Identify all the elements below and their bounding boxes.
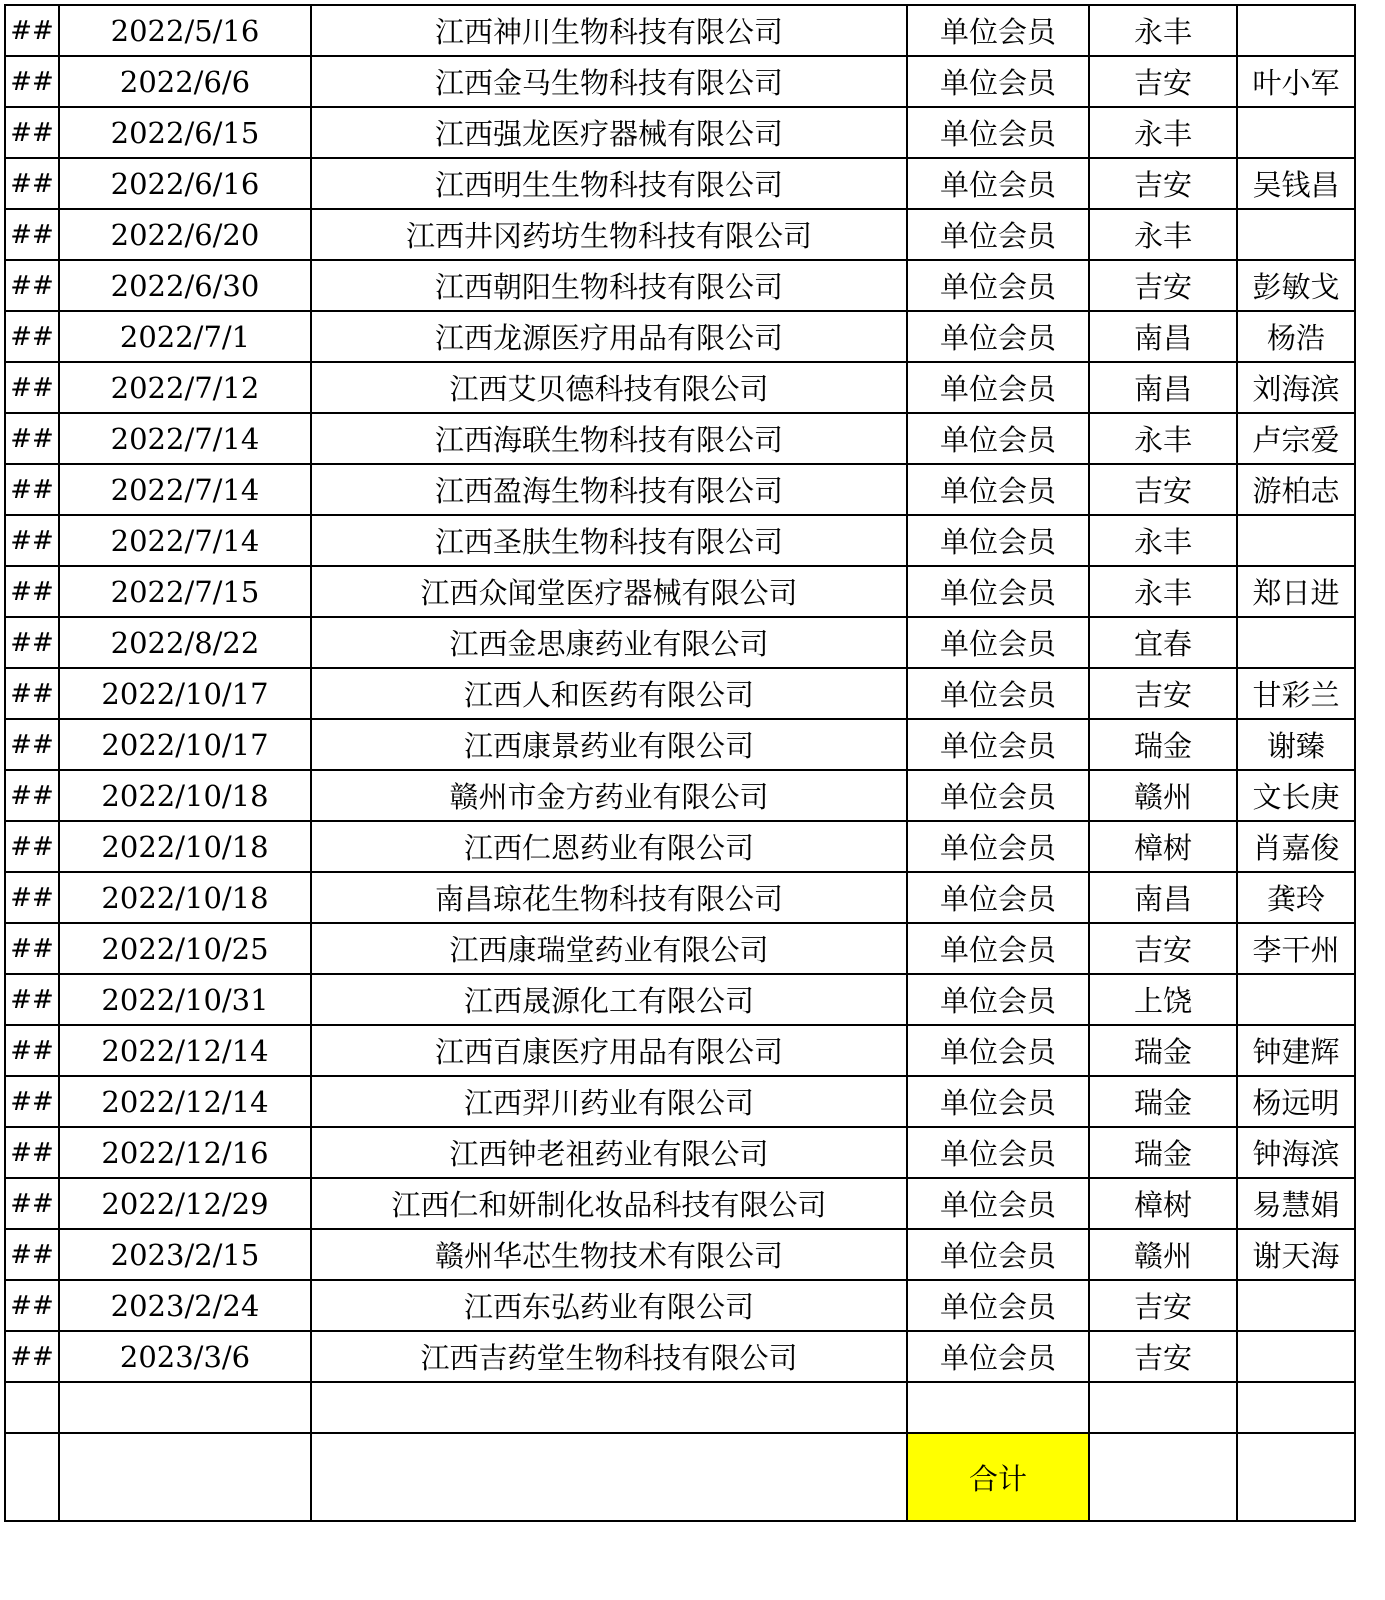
- cell-date: 2022/10/18: [59, 821, 311, 872]
- cell-index: ##: [5, 362, 59, 413]
- cell-member-type: 单位会员: [907, 668, 1089, 719]
- cell-company: 江西仁和妍制化妆品科技有限公司: [311, 1178, 907, 1229]
- cell-index: ##: [5, 464, 59, 515]
- cell-contact-person: 肖嘉俊: [1237, 821, 1355, 872]
- cell-member-type: 单位会员: [907, 974, 1089, 1025]
- cell-region: 樟树: [1089, 821, 1237, 872]
- cell-index: ##: [5, 515, 59, 566]
- cell-date: 2022/10/18: [59, 872, 311, 923]
- cell-company: 南昌琼花生物科技有限公司: [311, 872, 907, 923]
- cell-region: 吉安: [1089, 464, 1237, 515]
- cell-contact-person: 游柏志: [1237, 464, 1355, 515]
- cell-date: 2022/6/6: [59, 56, 311, 107]
- cell-member-type: 单位会员: [907, 923, 1089, 974]
- cell-company: 江西艾贝德科技有限公司: [311, 362, 907, 413]
- cell-region: 永丰: [1089, 413, 1237, 464]
- cell-company: 江西金马生物科技有限公司: [311, 56, 907, 107]
- cell-index: ##: [5, 770, 59, 821]
- total-label: 合计: [907, 1433, 1089, 1521]
- cell-company: 江西明生生物科技有限公司: [311, 158, 907, 209]
- table-row: [5, 107, 1355, 158]
- cell-date: 2022/12/14: [59, 1076, 311, 1127]
- cell-member-type: 单位会员: [907, 872, 1089, 923]
- cell-company: 江西百康医疗用品有限公司: [311, 1025, 907, 1076]
- cell-region: 吉安: [1089, 668, 1237, 719]
- empty-cell: [5, 1433, 59, 1521]
- blank-row: [5, 1382, 1355, 1433]
- empty-cell: [1089, 1382, 1237, 1433]
- cell-region: 宜春: [1089, 617, 1237, 668]
- table-row: [5, 515, 1355, 566]
- cell-contact-person: 谢天海: [1237, 1229, 1355, 1280]
- empty-cell: [1237, 1382, 1355, 1433]
- table-row: [5, 617, 1355, 668]
- cell-company: 江西晟源化工有限公司: [311, 974, 907, 1025]
- table-row: [5, 413, 1355, 464]
- table-row: [5, 872, 1355, 923]
- cell-company: 江西仁恩药业有限公司: [311, 821, 907, 872]
- cell-region: 瑞金: [1089, 1076, 1237, 1127]
- cell-contact-person: 叶小军: [1237, 56, 1355, 107]
- cell-index: ##: [5, 617, 59, 668]
- cell-contact-person: [1237, 974, 1355, 1025]
- cell-company: 江西朝阳生物科技有限公司: [311, 260, 907, 311]
- cell-index: ##: [5, 821, 59, 872]
- empty-cell: [311, 1382, 907, 1433]
- cell-company: 江西羿川药业有限公司: [311, 1076, 907, 1127]
- cell-date: 2022/7/15: [59, 566, 311, 617]
- cell-index: ##: [5, 209, 59, 260]
- cell-index: ##: [5, 1076, 59, 1127]
- cell-region: 永丰: [1089, 515, 1237, 566]
- cell-member-type: 单位会员: [907, 617, 1089, 668]
- empty-cell: [1237, 1433, 1355, 1521]
- empty-cell: [59, 1382, 311, 1433]
- cell-member-type: 单位会员: [907, 362, 1089, 413]
- cell-member-type: 单位会员: [907, 260, 1089, 311]
- cell-date: 2023/2/15: [59, 1229, 311, 1280]
- table-row: [5, 668, 1355, 719]
- cell-company: 江西圣肤生物科技有限公司: [311, 515, 907, 566]
- cell-member-type: 单位会员: [907, 158, 1089, 209]
- cell-date: 2022/12/29: [59, 1178, 311, 1229]
- cell-index: ##: [5, 923, 59, 974]
- cell-index: ##: [5, 719, 59, 770]
- cell-member-type: 单位会员: [907, 719, 1089, 770]
- empty-cell: [907, 1382, 1089, 1433]
- empty-cell: [1089, 1433, 1237, 1521]
- cell-contact-person: 杨远明: [1237, 1076, 1355, 1127]
- cell-member-type: 单位会员: [907, 1229, 1089, 1280]
- cell-contact-person: 钟建辉: [1237, 1025, 1355, 1076]
- cell-contact-person: 易慧娟: [1237, 1178, 1355, 1229]
- cell-region: 永丰: [1089, 209, 1237, 260]
- cell-member-type: 单位会员: [907, 1331, 1089, 1382]
- cell-company: 江西龙源医疗用品有限公司: [311, 311, 907, 362]
- table-row: [5, 974, 1355, 1025]
- cell-member-type: 单位会员: [907, 1127, 1089, 1178]
- cell-date: 2023/3/6: [59, 1331, 311, 1382]
- cell-date: 2022/6/16: [59, 158, 311, 209]
- cell-index: ##: [5, 158, 59, 209]
- cell-index: ##: [5, 56, 59, 107]
- table-row: [5, 464, 1355, 515]
- cell-region: 瑞金: [1089, 719, 1237, 770]
- cell-region: 永丰: [1089, 107, 1237, 158]
- cell-date: 2022/7/14: [59, 413, 311, 464]
- cell-region: 南昌: [1089, 311, 1237, 362]
- cell-company: 赣州市金方药业有限公司: [311, 770, 907, 821]
- table-row: [5, 1178, 1355, 1229]
- cell-date: 2022/7/1: [59, 311, 311, 362]
- cell-index: ##: [5, 413, 59, 464]
- cell-contact-person: 李干州: [1237, 923, 1355, 974]
- cell-index: ##: [5, 872, 59, 923]
- cell-index: ##: [5, 1025, 59, 1076]
- cell-member-type: 单位会员: [907, 464, 1089, 515]
- table-row: [5, 566, 1355, 617]
- table-row: [5, 719, 1355, 770]
- cell-region: 吉安: [1089, 260, 1237, 311]
- cell-member-type: 单位会员: [907, 770, 1089, 821]
- cell-contact-person: 文长庚: [1237, 770, 1355, 821]
- cell-index: ##: [5, 1280, 59, 1331]
- cell-member-type: 单位会员: [907, 1178, 1089, 1229]
- cell-member-type: 单位会员: [907, 821, 1089, 872]
- cell-company: 江西康瑞堂药业有限公司: [311, 923, 907, 974]
- cell-contact-person: 郑日进: [1237, 566, 1355, 617]
- cell-contact-person: [1237, 5, 1355, 56]
- cell-index: ##: [5, 1178, 59, 1229]
- table-row: [5, 1331, 1355, 1382]
- cell-region: 瑞金: [1089, 1127, 1237, 1178]
- cell-index: ##: [5, 311, 59, 362]
- cell-date: 2022/10/25: [59, 923, 311, 974]
- cell-contact-person: [1237, 107, 1355, 158]
- cell-region: 吉安: [1089, 158, 1237, 209]
- empty-cell: [311, 1433, 907, 1521]
- cell-index: ##: [5, 260, 59, 311]
- cell-date: 2023/2/24: [59, 1280, 311, 1331]
- cell-contact-person: 甘彩兰: [1237, 668, 1355, 719]
- table-row: [5, 1025, 1355, 1076]
- cell-company: 江西金思康药业有限公司: [311, 617, 907, 668]
- cell-company: 江西海联生物科技有限公司: [311, 413, 907, 464]
- cell-company: 江西康景药业有限公司: [311, 719, 907, 770]
- cell-contact-person: 刘海滨: [1237, 362, 1355, 413]
- cell-date: 2022/8/22: [59, 617, 311, 668]
- cell-contact-person: 杨浩: [1237, 311, 1355, 362]
- cell-region: 樟树: [1089, 1178, 1237, 1229]
- cell-date: 2022/7/14: [59, 515, 311, 566]
- cell-contact-person: [1237, 617, 1355, 668]
- cell-member-type: 单位会员: [907, 56, 1089, 107]
- cell-member-type: 单位会员: [907, 515, 1089, 566]
- cell-date: 2022/6/15: [59, 107, 311, 158]
- cell-member-type: 单位会员: [907, 413, 1089, 464]
- cell-date: 2022/12/14: [59, 1025, 311, 1076]
- cell-index: ##: [5, 1331, 59, 1382]
- table-row: [5, 158, 1355, 209]
- cell-region: 永丰: [1089, 5, 1237, 56]
- table-row: [5, 1127, 1355, 1178]
- cell-company: 江西强龙医疗器械有限公司: [311, 107, 907, 158]
- cell-region: 南昌: [1089, 872, 1237, 923]
- cell-region: 赣州: [1089, 1229, 1237, 1280]
- cell-company: 江西众闻堂医疗器械有限公司: [311, 566, 907, 617]
- cell-region: 吉安: [1089, 923, 1237, 974]
- cell-date: 2022/10/31: [59, 974, 311, 1025]
- cell-contact-person: [1237, 1280, 1355, 1331]
- cell-date: 2022/12/16: [59, 1127, 311, 1178]
- cell-region: 上饶: [1089, 974, 1237, 1025]
- table-row: [5, 923, 1355, 974]
- cell-company: 赣州华芯生物技术有限公司: [311, 1229, 907, 1280]
- cell-company: 江西钟老祖药业有限公司: [311, 1127, 907, 1178]
- table-row: [5, 1280, 1355, 1331]
- cell-company: 江西神川生物科技有限公司: [311, 5, 907, 56]
- cell-date: 2022/10/17: [59, 668, 311, 719]
- cell-member-type: 单位会员: [907, 311, 1089, 362]
- cell-date: 2022/7/14: [59, 464, 311, 515]
- cell-date: 2022/10/17: [59, 719, 311, 770]
- table-body: [5, 5, 1355, 1521]
- cell-contact-person: [1237, 209, 1355, 260]
- table-row: [5, 1229, 1355, 1280]
- cell-date: 2022/6/20: [59, 209, 311, 260]
- cell-contact-person: [1237, 515, 1355, 566]
- cell-member-type: 单位会员: [907, 566, 1089, 617]
- cell-contact-person: 卢宗爱: [1237, 413, 1355, 464]
- cell-company: 江西盈海生物科技有限公司: [311, 464, 907, 515]
- cell-contact-person: [1237, 1331, 1355, 1382]
- table-row: [5, 209, 1355, 260]
- cell-contact-person: 吴钱昌: [1237, 158, 1355, 209]
- cell-date: 2022/7/12: [59, 362, 311, 413]
- cell-region: 瑞金: [1089, 1025, 1237, 1076]
- table-row: [5, 260, 1355, 311]
- cell-contact-person: 龚玲: [1237, 872, 1355, 923]
- empty-cell: [59, 1433, 311, 1521]
- cell-region: 吉安: [1089, 56, 1237, 107]
- cell-index: ##: [5, 1127, 59, 1178]
- cell-index: ##: [5, 107, 59, 158]
- cell-member-type: 单位会员: [907, 209, 1089, 260]
- cell-contact-person: 钟海滨: [1237, 1127, 1355, 1178]
- cell-date: 2022/6/30: [59, 260, 311, 311]
- cell-company: 江西吉药堂生物科技有限公司: [311, 1331, 907, 1382]
- cell-company: 江西井冈药坊生物科技有限公司: [311, 209, 907, 260]
- cell-region: 赣州: [1089, 770, 1237, 821]
- cell-index: ##: [5, 566, 59, 617]
- cell-company: 江西东弘药业有限公司: [311, 1280, 907, 1331]
- table-row: [5, 56, 1355, 107]
- cell-member-type: 单位会员: [907, 5, 1089, 56]
- cell-region: 吉安: [1089, 1331, 1237, 1382]
- cell-member-type: 单位会员: [907, 1025, 1089, 1076]
- cell-region: 南昌: [1089, 362, 1237, 413]
- cell-date: 2022/5/16: [59, 5, 311, 56]
- cell-contact-person: 谢臻: [1237, 719, 1355, 770]
- cell-member-type: 单位会员: [907, 107, 1089, 158]
- table-row: [5, 821, 1355, 872]
- cell-date: 2022/10/18: [59, 770, 311, 821]
- empty-cell: [5, 1382, 59, 1433]
- table-row: [5, 362, 1355, 413]
- total-row: [5, 1433, 1355, 1521]
- table-row: [5, 1076, 1355, 1127]
- member-table: [4, 4, 1356, 1522]
- cell-index: ##: [5, 974, 59, 1025]
- cell-contact-person: 彭敏戈: [1237, 260, 1355, 311]
- table-row: [5, 311, 1355, 362]
- cell-member-type: 单位会员: [907, 1280, 1089, 1331]
- cell-index: ##: [5, 668, 59, 719]
- cell-region: 永丰: [1089, 566, 1237, 617]
- cell-member-type: 单位会员: [907, 1076, 1089, 1127]
- table-row: [5, 5, 1355, 56]
- table-row: [5, 770, 1355, 821]
- cell-region: 吉安: [1089, 1280, 1237, 1331]
- cell-company: 江西人和医药有限公司: [311, 668, 907, 719]
- cell-index: ##: [5, 1229, 59, 1280]
- cell-index: ##: [5, 5, 59, 56]
